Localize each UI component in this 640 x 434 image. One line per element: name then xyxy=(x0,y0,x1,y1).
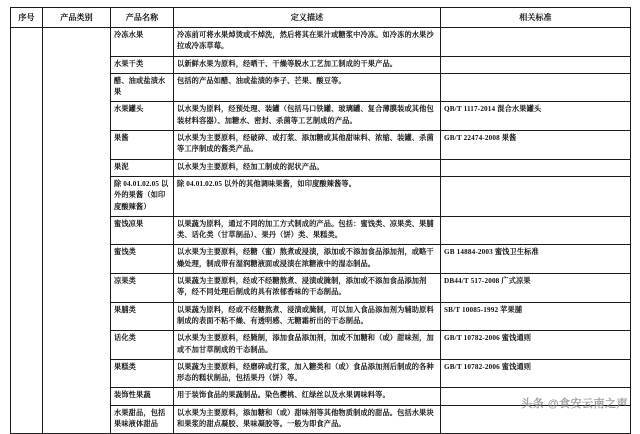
cell-definition: 以新鲜水果为原料，经晒干、干燥等脱水工艺加工制成的干果产品。 xyxy=(174,56,441,73)
food-category-spec-table xyxy=(10,7,631,434)
cell-definition: 包括的产品如醋、油或盐渍的李子、芒果、酸豆等。 xyxy=(174,73,441,102)
cell-product-name: 水果罐头 xyxy=(111,102,174,131)
cell-standard: GB 14884-2003 蜜饯卫生标准 xyxy=(441,245,631,274)
cell-product-name: 果脯类 xyxy=(111,302,174,331)
column-header-name: 产品名称 xyxy=(111,8,174,28)
cell-standard: DB44/T 517-2008 广式凉果 xyxy=(441,274,631,303)
column-header-definition: 定义描述 xyxy=(174,8,441,28)
cell-standard: SB/T 10085-1992 苹果脯 xyxy=(441,302,631,331)
table-header xyxy=(11,8,631,28)
cell-standard xyxy=(441,28,631,57)
cell-definition: 冷冻前可将水果焯烫或不焯洗，然后将其在果汁或糖浆中冷冻。如冷冻的水果沙拉或冷冻草莓。 xyxy=(174,28,441,57)
cell-product-name: 果泥 xyxy=(111,159,174,176)
cell-product-name: 水果干类 xyxy=(111,56,174,73)
cell-definition: 以水果为主要原料，经腌制，添加食品添加剂，加或不加糖和（或）甜味剂，加或不加甘草制成的干态制品。 xyxy=(174,331,441,360)
watermark-text: 头条 @食安云南之声 xyxy=(521,398,628,410)
column-header-standard: 相关标准 xyxy=(441,8,631,28)
cell-standard xyxy=(441,405,631,434)
table-header-row xyxy=(11,8,631,28)
cell-definition: 以水果为主要原料，经破碎、或打浆、添加糖或其他甜味料、浓缩、装罐、杀菌等工序制成的酱类产品。 xyxy=(174,131,441,160)
cell-definition: 以水果为主要原料，经糖（蜜）熬煮或浸渍，添加或不添加食品添加剂，或略干燥处理，制成带有湿润糖液面或浸渍在浓糖液中的湿态制品。 xyxy=(174,245,441,274)
cell-standard: GB/T 10782-2006 蜜饯通则 xyxy=(441,331,631,360)
cell-definition: 用于装饰食品的果蔬制品。染色樱桃、红绿丝以及水果调味料等。 xyxy=(174,388,441,405)
cell-product-name: 装饰性果蔬 xyxy=(111,388,174,405)
column-header-seq: 序号 xyxy=(11,8,43,28)
cell-definition: 以果蔬为主要原料，经磨碎或打浆，加入糖类和（或）食品添加剂后制成的各种形态的糕状制品，包括果丹（饼）等。 xyxy=(174,359,441,388)
cell-definition: 以果蔬为主要原料，经或不经糖熬煮、浸渍或腌制，添加或不添加食品添加剂等，经不同处理后制成的具有浓郁香味的干态制品。 xyxy=(174,274,441,303)
column-header-category: 产品类别 xyxy=(43,8,111,28)
cell-product-name: 醋、油或盐渍水果 xyxy=(111,73,174,102)
cell-seq xyxy=(11,28,43,434)
table-row xyxy=(11,28,631,57)
cell-standard xyxy=(441,216,631,245)
cell-standard xyxy=(441,388,631,405)
cell-definition: 以水果为主要原料，添加糖和（或）甜味剂等其他物质制成的甜品。包括水果块和果浆的甜点凝胶、果味凝胶等。一般为即食产品。 xyxy=(174,405,441,434)
table-body xyxy=(11,28,631,434)
cell-product-name: 水果甜品，包括果味液体甜品 xyxy=(111,405,174,434)
cell-product-name: 果糕类 xyxy=(111,359,174,388)
cell-standard xyxy=(441,159,631,176)
cell-definition: 以水果为原料，经预处理、装罐（包括马口铁罐、玻璃罐、复合薄膜装或其他包装材料容器）、加糖水、密封、杀菌等工艺制成的产品。 xyxy=(174,102,441,131)
cell-standard xyxy=(441,176,631,216)
cell-standard xyxy=(441,73,631,102)
cell-definition: 以果蔬为原料，通过不同的加工方式制成的产品。包括：蜜饯类、凉果类、果脯类、话化类（甘草制品）、果丹（饼）类、果糕类。 xyxy=(174,216,441,245)
cell-product-name: 蜜饯类 xyxy=(111,245,174,274)
cell-product-name: 凉果类 xyxy=(111,274,174,303)
cell-standard: GB/T 10782-2006 蜜饯通则 xyxy=(441,359,631,388)
cell-definition: 除 04.01.02.05 以外的其他调味果酱，如印度酸辣酱等。 xyxy=(174,176,441,216)
cell-product-name: 果酱 xyxy=(111,131,174,160)
cell-standard: QB/T 1117-2014 混合水果罐头 xyxy=(441,102,631,131)
cell-definition: 以水果为主要原料，经加工制成的泥状产品。 xyxy=(174,159,441,176)
cell-product-name: 话化类 xyxy=(111,331,174,360)
cell-definition: 以果蔬为原料，经或不经糖熬煮、浸渍或腌制，可以加入食品添加剂为辅助原料制成的表面不粘不燥、有透明感、无糖霜析出的干态制品。 xyxy=(174,302,441,331)
cell-product-name: 除 04.01.02.05 以外的果酱（如印度酸辣酱） xyxy=(111,176,174,216)
cell-product-name: 冷冻水果 xyxy=(111,28,174,57)
cell-product-name: 蜜饯凉果 xyxy=(111,216,174,245)
cell-category xyxy=(43,28,111,434)
cell-standard: GB/T 22474-2008 果酱 xyxy=(441,131,631,160)
cell-standard xyxy=(441,56,631,73)
